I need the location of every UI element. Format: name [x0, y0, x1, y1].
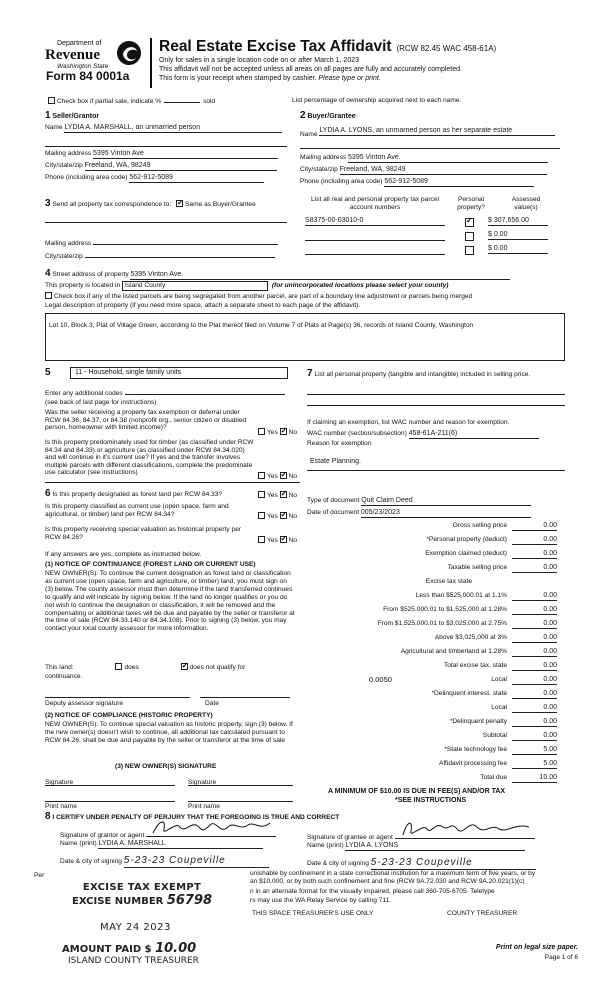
deputy-date-line[interactable] [200, 697, 290, 698]
parcel-value[interactable]: $ 0.00 [488, 245, 548, 254]
seller-name-label: Name [45, 124, 63, 131]
excise-exempt-stamp [72, 882, 212, 908]
section6-q1: Is this property designated as forest land per RCW 84.33? [52, 491, 223, 498]
segregated-label: Check box if any of the listed parcels are being segregated from another parcel, are part of a boundary line adjustment or parcels being merged [54, 293, 473, 300]
tax-row-value[interactable]: 0.00 [512, 718, 557, 727]
buyer-phone[interactable]: 562-912-5089 [384, 178, 534, 187]
section6-num: 6 [45, 488, 51, 499]
notice2-title: (2) NOTICE OF COMPLIANCE (HISTORIC PROPERTY) [45, 712, 213, 719]
amount-paid-label: AMOUNT PAID $ [62, 944, 152, 955]
page-number: Page 1 of 6 [544, 954, 578, 961]
tax-row-label: Excise tax state [425, 578, 472, 585]
buyer-phone-label: Phone (including area code) [300, 178, 383, 185]
s6q1-no-label: No [288, 492, 298, 499]
form-title: Real Estate Excise Tax Affidavit [159, 38, 392, 55]
form-number: Form 84 0001a [46, 69, 130, 83]
perjury-text-2: an $10,000, or by both such confinement and fine (RCW 9A.72.030 and RCW 9A.20.021(1)(c) [250, 878, 525, 885]
dept-line1: Department of [57, 40, 102, 47]
doc-date[interactable]: 005/23/2023 [361, 509, 531, 518]
seller-heading: Seller/Grantor [52, 113, 100, 120]
tax-row-value[interactable]: 0.00 [512, 690, 557, 699]
tax-row-label: Exemption claimed (deduct) [425, 550, 507, 557]
section7-num: 7 [307, 368, 313, 379]
seller-city[interactable]: Freeland, WA, 98249 [85, 162, 277, 171]
local-rate: 0.0050 [369, 675, 392, 684]
s6q1-no-checkbox[interactable] [280, 491, 287, 498]
buyer-name[interactable]: LYDIA A. LYONS, an unmarried person as her separate estate [319, 127, 555, 136]
buyer-city-label: City/state/zip [300, 166, 338, 173]
reason-label: Reason for exemption [307, 440, 372, 447]
tax-row-label: Local [491, 676, 507, 683]
header-divider [150, 38, 152, 88]
deputy-sig-line[interactable] [45, 697, 190, 698]
tax-row-label: Affidavit processing fee [438, 760, 507, 767]
parcel-personal-checkbox[interactable] [465, 218, 474, 227]
parcel-personal-checkbox[interactable] [465, 232, 474, 241]
date-stamp: MAY 24 2023 [100, 922, 171, 933]
section8-num: 8 [45, 811, 51, 822]
q1-yes-checkbox[interactable] [258, 428, 265, 435]
reason-line [307, 470, 565, 471]
tax-row-value[interactable]: 0.00 [512, 606, 557, 615]
grantee-date-city[interactable]: 5-23-23 Coupeville [371, 857, 536, 870]
tax-row-value[interactable]: 0.00 [512, 704, 557, 713]
buyer-heading: Buyer/Grantee [307, 113, 356, 120]
q1-no-label: No [288, 429, 298, 436]
section5-num: 5 [45, 367, 51, 378]
land-use-value: 11 - Household, single family units [75, 369, 182, 376]
assessed-header: Assessed value(s) [511, 196, 541, 211]
tax-row-value[interactable]: 5.00 [512, 746, 557, 755]
section3-line-1 [45, 222, 287, 223]
wac-number[interactable]: 458-61A-211(6) [409, 430, 539, 439]
grantee-sig-label: Signature of grantee or agent [307, 834, 393, 841]
does-label: does [124, 664, 139, 671]
grantee-date-label: Date & city of signing [307, 860, 369, 867]
section4-num: 4 [45, 268, 51, 279]
q2-yes-checkbox[interactable] [258, 472, 265, 479]
tax-row-label: Agricultural and timberland at 1.28% [400, 648, 507, 655]
section3-city[interactable] [85, 257, 275, 258]
notice1-body: NEW OWNER(S): To continue the current designation as forest land or classification as current use (open space, farm and agriculture, or timber) land, you must sign on (3) below. The county assessor must then determine if the land transferred continues to qualify and will indicate by signing below. If the land no longer qualifies or you do not wish to continue the designation or classification, it will be removed and the compensating or additional taxes will be due and payable by the seller or transferor at the time of sale (RCW 84.33.140 or 84.34.108). Prior to signing (3) below, you may contact your local county assessor for more information. [45, 570, 295, 633]
personal-property-label: List all personal property (tangible and intangible) included in selling price. [314, 371, 531, 378]
wac-label: WAC number (section/subsection) [307, 430, 407, 437]
continuance-label: continuance. [45, 673, 83, 680]
new-owner-sig-title: (3) NEW OWNER(S) SIGNATURE [115, 763, 217, 770]
seller-mailing-label: Mailing address [45, 150, 92, 157]
partial-sale-percent[interactable] [164, 102, 200, 103]
tax-row-label: Gross selling price [452, 522, 507, 529]
land-use-select[interactable] [70, 367, 288, 379]
county-treasurer-label: COUNTY TREASURER [447, 910, 518, 917]
partial-sale-sold: sold [203, 98, 216, 105]
parcel-value[interactable]: $ 0.00 [488, 231, 548, 240]
tax-row-label: Total excise tax. state [443, 662, 507, 669]
doc-type[interactable]: Quit Claim Deed [361, 497, 531, 506]
section6-q3: Is this property receiving special valuation as historical property per RCW 84.26? [45, 526, 242, 541]
s6q3-yes-checkbox[interactable] [258, 536, 265, 543]
tax-row-value[interactable]: 0.00 [512, 634, 557, 643]
grantee-name-label: Name (print) [307, 842, 344, 849]
does-checkbox[interactable] [115, 663, 122, 670]
grantor-sig-label: Signature of grantor or agent [60, 832, 145, 839]
doc-type-label: Type of document [307, 497, 360, 504]
section5-divider [45, 482, 300, 483]
parcel-number[interactable] [305, 231, 445, 241]
buyer-mailing-label: Mailing address [300, 154, 347, 161]
doc-date-label: Date of document [307, 509, 360, 516]
seller-phone[interactable]: 562-912-5089 [129, 174, 264, 183]
header-note-3: This form is your receipt when stamped by cashier. [159, 75, 319, 82]
tax-row-label: Above $3,025,000 at 3% [434, 634, 507, 641]
parcel-value[interactable]: $ 307,656.00 [488, 217, 548, 226]
legal-description: Lot 10, Block 3, Plat of Village Green, according to the Plat thereof filed on Volume 7 of Plats at Page(s) 36, records of Island County, Washington [49, 322, 474, 329]
notice2-body: NEW OWNER(S): To continue special valuation as historic property, sign (3) below. If the new owner(s) doesn't wish to continue, all additional tax calculated pursuant to RCW 84.26, shall be due and payable by the seller or transferor at the time of sale [45, 721, 293, 744]
q2-yes-label: Yes [267, 473, 278, 480]
section5-q2: Is this property predominately used for timber (as classified under RCW 84.34 and 84.33) or agriculture (as classified under RCW 84.34.020) and will continue in it's current use? If yes and the transfer involves multiple parcels with different classifications, complete the predominate use calculator (see instructions) [45, 439, 254, 477]
header-note-3-italic: Please type or print. [318, 75, 381, 82]
partial-sale-label: Check box if partial sale, indicate % [57, 98, 162, 105]
segregated-checkbox[interactable] [45, 292, 52, 299]
s6q2-no-label: No [288, 513, 298, 520]
buyer-name-label: Name [300, 131, 318, 139]
buyer-num: 2 [300, 110, 306, 121]
tax-row-value[interactable]: 0.00 [512, 550, 557, 559]
revenue-swirl-icon [115, 40, 143, 66]
exempt-line-1: EXCISE TAX EXEMPT [82, 882, 202, 893]
tax-row-value[interactable]: 5.00 [512, 760, 557, 769]
notice1-title: (1) NOTICE OF CONTINUANCE (FOREST LAND OR CURRENT USE) [45, 561, 256, 568]
see-instructions: *SEE INSTRUCTIONS [395, 797, 467, 804]
parcel-personal-checkbox[interactable] [465, 246, 474, 255]
owner-print-label-1: Print name [45, 803, 77, 810]
ownership-note: List percentage of ownership acquired next to each name. [292, 97, 462, 104]
tax-row-value[interactable]: 0.00 [512, 662, 557, 671]
exempt-line-2: EXCISE NUMBER [72, 895, 164, 907]
if-yes-note: If any answers are yes, complete as instructed below. [45, 551, 202, 558]
s6q1-yes-checkbox[interactable] [258, 491, 265, 498]
tax-table [307, 522, 557, 812]
owner-sig-label-2: Signature [188, 779, 217, 786]
see-back-note: (see back of last page for instructions) [45, 399, 157, 406]
tax-row-label: *State technology fee [444, 746, 507, 753]
tax-row-label: Less than $525,000.01 at 1.1% [415, 592, 507, 599]
certify-text: I CERTIFY UNDER PENALTY OF PERJURY THAT THE FOREGOING IS TRUE AND CORRECT [52, 814, 340, 821]
seller-name[interactable]: LYDIA A. MARSHALL, an unmarried person [64, 124, 282, 133]
county-select[interactable]: Island County [122, 281, 268, 291]
parcel-row [305, 231, 560, 243]
tax-row-label: *Delinquent interest. state [431, 690, 507, 697]
treasurer-use: THIS SPACE TREASURER'S USE ONLY [252, 910, 374, 917]
same-as-buyer-checkbox[interactable] [176, 200, 183, 207]
tax-row-label: Taxable selling price [447, 564, 507, 571]
grantor-date-label: Date & city of signing [60, 858, 122, 865]
tax-row-value[interactable]: 0.00 [512, 522, 557, 531]
tax-row-label: From $525,000.01 to $1,525,000 at 1.28% [383, 606, 507, 613]
header-note-1: Only for sales in a single location code on or after March 1, 2023 [159, 57, 359, 64]
additional-codes-label: Enter any additional codes [45, 390, 123, 397]
s6q3-no-checkbox[interactable] [280, 536, 287, 543]
grantor-signature-scribble-icon [150, 817, 275, 839]
deputy-date-label: Date [205, 700, 219, 707]
additional-codes-input[interactable] [125, 394, 285, 395]
parcel-row [305, 217, 560, 229]
parcel-number[interactable]: S8375-00-03010-0 [305, 217, 445, 226]
tax-row-value[interactable]: 0.00 [512, 592, 557, 601]
section3-mailing[interactable] [93, 244, 278, 245]
seller-name-line-2 [45, 146, 287, 147]
grantee-signature-scribble-icon [399, 817, 534, 841]
q2-no-checkbox[interactable] [280, 472, 287, 479]
amount-paid-value: 10.00 [155, 941, 197, 956]
q1-no-checkbox[interactable] [280, 428, 287, 435]
q1-yes-label: Yes [267, 429, 278, 436]
seller-city-label: City/state/zip [45, 162, 83, 169]
reason-value[interactable]: Estate Planning. [310, 458, 361, 465]
dept-state: Washington State [57, 63, 109, 70]
tax-row-label: Total due [480, 774, 507, 781]
section3-num: 3 [45, 198, 51, 209]
dept-name: Revenue [45, 47, 100, 63]
tax-row-label: From $1,525,000.01 to $3,025,000 at 2.75% [377, 620, 507, 627]
tax-row-label: Local [491, 704, 507, 711]
section3-send-label: Send all property tax correspondence to: [52, 201, 172, 208]
tax-row-value[interactable]: 0.00 [512, 676, 557, 685]
seller-num: 1 [45, 110, 51, 121]
tax-row-label: *Delinquent penalty [449, 718, 507, 725]
grantor-name[interactable]: LYDIA A. MARSHALL [98, 840, 263, 849]
seller-mailing[interactable]: 5395 Vinton Ave [93, 150, 278, 159]
s6q3-yes-label: Yes [267, 537, 278, 544]
perjury-prefix: Per [34, 872, 45, 879]
personal-property-line-1[interactable] [307, 394, 565, 395]
s6q3-no-label: No [288, 537, 298, 544]
s6q2-no-checkbox[interactable] [280, 512, 287, 519]
tax-row-value[interactable]: 0.00 [512, 564, 557, 573]
same-as-buyer-label: Same as Buyer/Grantee [185, 201, 256, 208]
perjury-text-3: n in an alternate format for the visually impaired, please call 360-705-6705. Teletype [250, 888, 495, 895]
unincorporated-note: (for unincorporated locations please select your county) [271, 282, 449, 289]
q2-no-label: No [288, 473, 298, 480]
tax-row-value[interactable]: 10.00 [512, 774, 557, 783]
section3-city-label: City/state/zip [45, 253, 83, 260]
tax-row-value[interactable]: 0.00 [512, 536, 557, 545]
street-label: Street address of property [52, 271, 129, 278]
seller-phone-label: Phone (including area code) [45, 174, 128, 181]
tax-row-label: *Personal property (deduct) [426, 536, 507, 543]
grantor-date-city[interactable]: 5-23-23 Coupeville [124, 855, 269, 868]
this-land-label: This land: [45, 664, 74, 671]
grantee-signature[interactable] [395, 829, 535, 839]
street-address[interactable]: 5395 Vinton Ave. [130, 271, 510, 280]
owner-print-line-1[interactable] [45, 801, 175, 802]
s6q1-yes-label: Yes [267, 492, 278, 499]
legal-label: Legal description of property (if you need more space, attach a separate sheet to each page of the affidavit). [45, 302, 361, 309]
s6q2-yes-checkbox[interactable] [258, 512, 265, 519]
tax-row-value[interactable]: 0.00 [512, 648, 557, 657]
form-rcw: (RCW 82.45 WAC 458-61A) [396, 44, 497, 53]
parcels-header: List all real and personal property tax parcel account numbers [311, 196, 439, 211]
minimum-note: A MINIMUM OF $10.00 IS DUE IN FEE(S) AND/OR TAX [328, 788, 506, 795]
legal-description-box[interactable] [45, 313, 565, 361]
perjury-text-1: unishable by confinement in a state correctional institution for a maximum term of five years, or by [250, 870, 536, 877]
s6q2-yes-label: Yes [267, 513, 278, 520]
does-not-checkbox[interactable] [181, 663, 188, 670]
parcel-number[interactable] [305, 245, 445, 255]
owner-print-label-2: Print name [188, 803, 220, 810]
partial-sale-checkbox[interactable] [48, 97, 55, 104]
grantor-signature[interactable] [146, 827, 276, 837]
treasurer-stamp: ISLAND COUNTY TREASURER [68, 956, 199, 966]
section3-mailing-label: Mailing address [45, 240, 92, 247]
deputy-sig-label: Deputy assessor signature [45, 700, 124, 707]
tax-row-value[interactable]: 0.00 [512, 620, 557, 629]
buyer-city[interactable]: Freeland, WA, 98249 [340, 166, 547, 175]
owner-print-line-2[interactable] [188, 801, 293, 802]
buyer-mailing[interactable]: 5395 Vinton Ave. [348, 154, 548, 163]
header-note-2: This affidavit will not be accepted unless all areas on all pages are fully and accurately completed. [159, 66, 462, 73]
personal-header: Personal property? [457, 196, 485, 211]
section5-q1: Was the seller receiving a property tax exemption or deferral under RCW 84.36, 84.37, or 84.38 (nonprofit org., senior citizen or disabled person, homeowner with limited income)? [45, 409, 247, 432]
personal-property-line-2[interactable] [307, 405, 565, 406]
tax-row-label: Subtotal [482, 732, 507, 739]
buyer-name-line-2 [300, 148, 560, 149]
perjury-text-4: rs may use the WA Relay Service by calling 711. [250, 897, 392, 904]
located-label: This property is located in [45, 282, 121, 289]
grantor-name-label: Name (print) [60, 840, 97, 847]
grantee-name[interactable]: LYDIA A. LYONS [345, 842, 525, 851]
print-legal-note: Print on legal size paper. [495, 944, 578, 951]
parcel-row [305, 245, 560, 257]
excise-number: 56798 [166, 892, 213, 908]
owner-sig-label-1: Signature [45, 779, 74, 786]
exemption-claim-label: If claiming an exemption, list WAC number and reason for exemption. [307, 419, 510, 426]
tax-row-value[interactable]: 0.00 [512, 732, 557, 741]
does-not-label: does not qualify for [189, 664, 246, 671]
section6-q2: Is this property classified as current use (open space, farm and agricultural, or timber) land per RCW 84.34? [45, 503, 229, 518]
